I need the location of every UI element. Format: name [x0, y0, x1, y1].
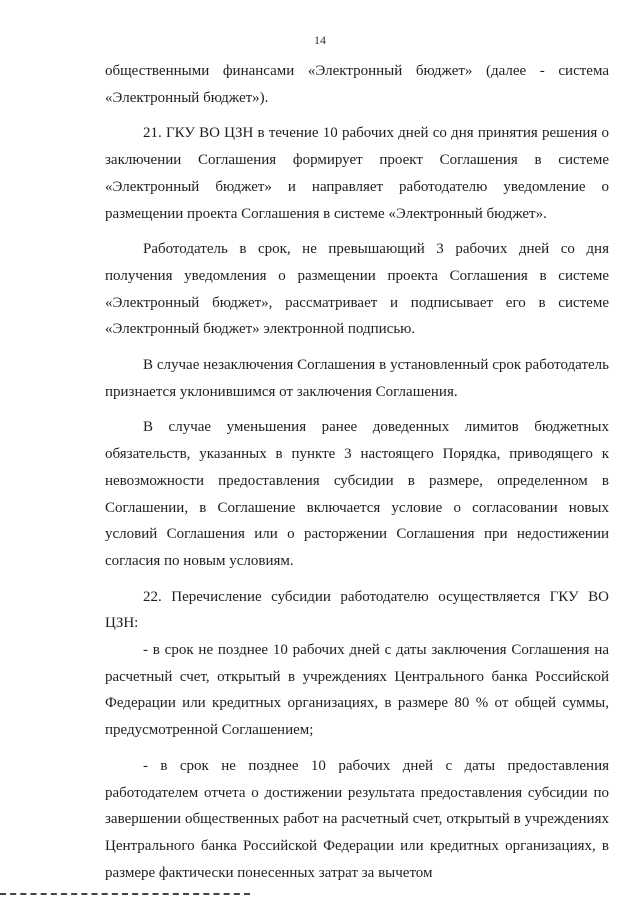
bottom-scan-rule: [0, 893, 250, 895]
paragraph-non-conclusion: В случае незаключения Соглашения в установленный срок работодатель признается уклонившимся от заключения Соглашения.: [105, 357, 609, 400]
paragraph-limits-reduction: В случае уменьшения ранее доведенных лимитов бюджетных обязательств, указанных в пункте 3 настоящего Порядка, приводящего к невозможности предоставления субсидии в размере, определенном в Соглашении, в Соглашение включается условие о согласовании новых условий Соглашения или о расторжении Соглашения при недостижении согласия по новым условиям.: [105, 419, 609, 569]
paragraph-22: 22. Перечисление субсидии работодателю осуществляется ГКУ ВО ЦЗН:: [105, 588, 609, 632]
paragraph-21: 21. ГКУ ВО ЦЗН в течение 10 рабочих дней со дня принятия решения о заключении Соглашения формирует проект Соглашения в системе «Электронный бюджет» и направляет работодателю уведомление о размещении проекта Соглашения в системе «Электронный бюджет».: [105, 125, 609, 222]
paragraph-employer-deadline: Работодатель в срок, не превышающий 3 рабочих дней со дня получения уведомления о размещении проекта Соглашения в системе «Электронный бюджет», рассматривает и подписывает его в системе «Электронный бюджет» электронной подписью.: [105, 241, 609, 338]
list-item-second-transfer: - в срок не позднее 10 рабочих дней с даты предоставления работодателем отчета о достижении результата предоставления субсидии по завершении общественных работ на расчетный счет, открытый в учреждениях Центрального банка Российской Федерации или кредитных организациях, в размере фактически понесенных затрат за вычетом: [105, 757, 609, 881]
paragraph-continuation: общественными финансами «Электронный бюджет» (далее - система «Электронный бюджет»).: [105, 63, 609, 106]
document-body: [105, 58, 609, 886]
list-item-first-transfer: - в срок не позднее 10 рабочих дней с даты заключения Соглашения на расчетный счет, открытый в учреждениях Центрального банка Российской Федерации или кредитных организациях, в размере 80 % от общей суммы, предусмотренной Соглашением;: [105, 642, 609, 739]
page-number: 14: [314, 33, 326, 47]
